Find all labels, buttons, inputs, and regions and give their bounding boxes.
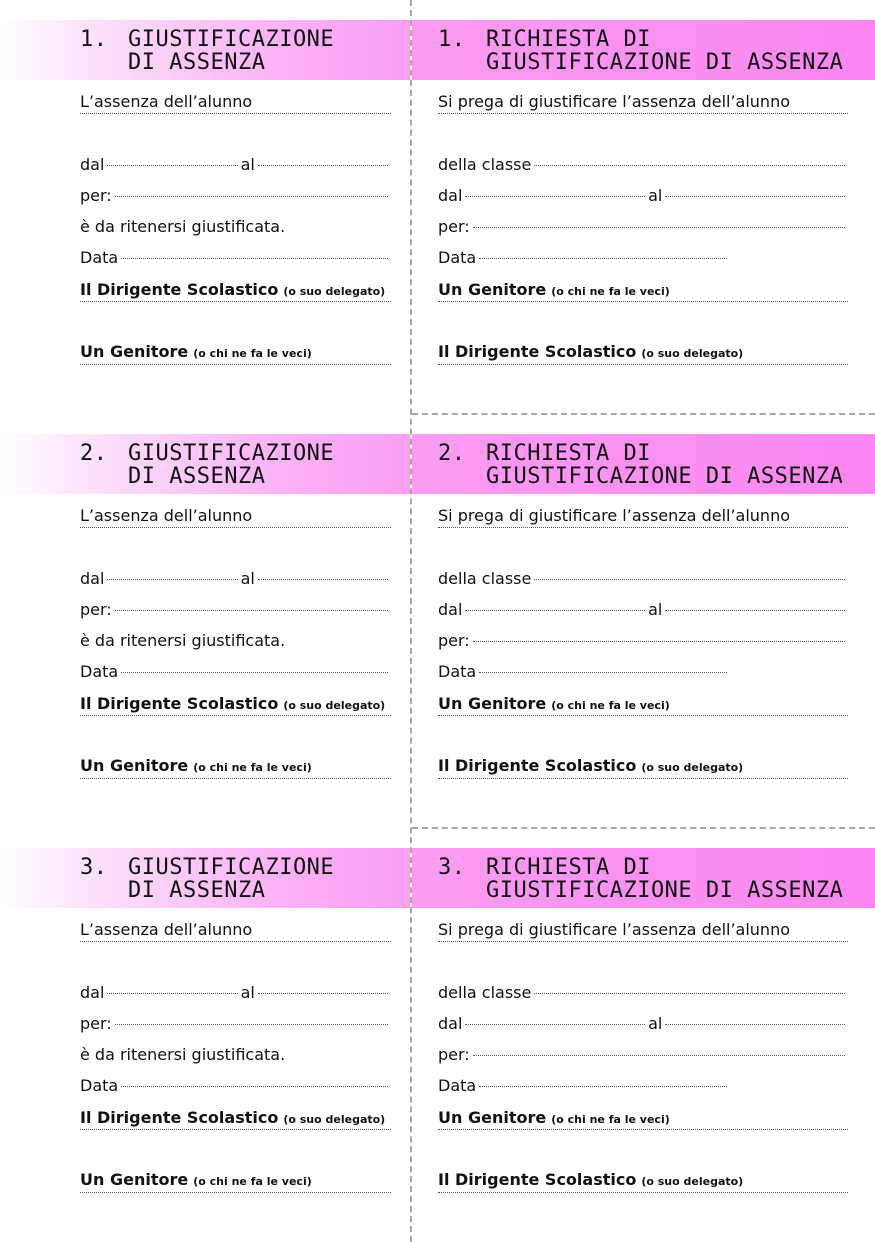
request-title bbox=[438, 856, 843, 902]
principal-note: (o suo delegato) bbox=[641, 1175, 744, 1189]
parent-signature-field[interactable] bbox=[438, 715, 848, 716]
stub-title-line1: GIUSTIFICAZIONE bbox=[128, 855, 335, 880]
principal-signature-field[interactable] bbox=[438, 778, 848, 779]
parent-label: Un Genitore bbox=[80, 756, 189, 776]
date-label: Data bbox=[438, 1076, 477, 1096]
principal-label: Il Dirigente Scolastico bbox=[438, 756, 637, 776]
to-label: al bbox=[648, 599, 663, 619]
request-title bbox=[438, 442, 843, 488]
principal-label: Il Dirigente Scolastico bbox=[80, 1107, 279, 1127]
date-field[interactable] bbox=[121, 1086, 388, 1087]
parent-signature-field[interactable] bbox=[80, 364, 391, 365]
request-fields bbox=[438, 914, 848, 1227]
to-date-field[interactable] bbox=[665, 610, 845, 611]
reason-field[interactable] bbox=[115, 196, 388, 197]
parent-label: Un Genitore bbox=[80, 342, 189, 362]
reason-label: per: bbox=[80, 1013, 112, 1033]
parent-note: (o chi ne fa le veci) bbox=[193, 347, 312, 361]
from-label: dal bbox=[438, 185, 463, 205]
stub-title-line1: GIUSTIFICAZIONE bbox=[128, 27, 335, 52]
stub-title-line2: DI ASSENZA bbox=[128, 50, 266, 75]
from-date-field[interactable] bbox=[107, 165, 237, 166]
absence-label: L’assenza dell’alunno bbox=[80, 506, 253, 525]
from-label: dal bbox=[80, 154, 105, 174]
to-label: al bbox=[240, 982, 255, 1002]
stub-title-line2: DI ASSENZA bbox=[128, 878, 266, 903]
parent-note: (o chi ne fa le veci) bbox=[193, 1175, 312, 1189]
class-field[interactable] bbox=[534, 993, 845, 994]
reason-field[interactable] bbox=[473, 227, 845, 228]
slip-number: 2. bbox=[80, 441, 108, 466]
stub-title-line1: GIUSTIFICAZIONE bbox=[128, 441, 335, 466]
date-field[interactable] bbox=[479, 672, 727, 673]
principal-label: Il Dirigente Scolastico bbox=[80, 693, 279, 713]
to-date-field[interactable] bbox=[258, 579, 388, 580]
request-text: Si prega di giustificare l’assenza dell’alunno bbox=[438, 92, 790, 111]
class-label: della classe bbox=[438, 154, 532, 174]
from-date-field[interactable] bbox=[465, 1024, 645, 1025]
parent-label: Un Genitore bbox=[80, 1170, 189, 1190]
stub-fields bbox=[80, 500, 391, 813]
justified-text: è da ritenersi giustificata. bbox=[80, 1045, 286, 1065]
parent-signature-field[interactable] bbox=[438, 301, 848, 302]
reason-field[interactable] bbox=[473, 641, 845, 642]
reason-label: per: bbox=[438, 1045, 470, 1065]
parent-label: Un Genitore bbox=[438, 693, 547, 713]
slip-number: 3. bbox=[438, 855, 466, 880]
date-field[interactable] bbox=[479, 258, 727, 259]
from-label: dal bbox=[438, 599, 463, 619]
principal-signature-field[interactable] bbox=[80, 1129, 391, 1130]
date-field[interactable] bbox=[479, 1086, 727, 1087]
principal-label: Il Dirigente Scolastico bbox=[438, 1170, 637, 1190]
from-date-field[interactable] bbox=[465, 196, 645, 197]
slip-number: 3. bbox=[80, 855, 108, 880]
principal-signature-field[interactable] bbox=[438, 364, 848, 365]
reason-label: per: bbox=[80, 185, 112, 205]
request-title bbox=[438, 28, 843, 74]
absence-slip-2 bbox=[0, 414, 875, 828]
parent-signature-field[interactable] bbox=[438, 1129, 848, 1130]
to-label: al bbox=[240, 154, 255, 174]
date-label: Data bbox=[438, 662, 477, 682]
request-title-line2: GIUSTIFICAZIONE DI ASSENZA bbox=[486, 464, 844, 489]
stub-title bbox=[80, 442, 334, 488]
student-name-field[interactable] bbox=[438, 113, 848, 114]
stub-title bbox=[80, 856, 334, 902]
class-label: della classe bbox=[438, 982, 532, 1002]
from-label: dal bbox=[438, 1013, 463, 1033]
date-label: Data bbox=[438, 248, 477, 268]
reason-field[interactable] bbox=[115, 1024, 388, 1025]
reason-label: per: bbox=[438, 631, 470, 651]
parent-signature-field[interactable] bbox=[80, 778, 391, 779]
principal-signature-field[interactable] bbox=[80, 301, 391, 302]
parent-label: Un Genitore bbox=[438, 279, 547, 299]
request-title-line1: RICHIESTA DI bbox=[486, 27, 651, 52]
slip-number: 1. bbox=[438, 27, 466, 52]
stub-header bbox=[0, 434, 410, 494]
date-field[interactable] bbox=[121, 258, 388, 259]
from-date-field[interactable] bbox=[107, 993, 237, 994]
principal-note: (o suo delegato) bbox=[283, 1112, 386, 1126]
request-fields bbox=[438, 86, 848, 399]
request-text: Si prega di giustificare l’assenza dell’alunno bbox=[438, 506, 790, 525]
absence-slip-3 bbox=[0, 828, 875, 1242]
student-name-field[interactable] bbox=[80, 113, 391, 114]
to-date-field[interactable] bbox=[258, 165, 388, 166]
justified-text: è da ritenersi giustificata. bbox=[80, 631, 286, 651]
principal-note: (o suo delegato) bbox=[283, 698, 386, 712]
principal-note: (o suo delegato) bbox=[641, 347, 744, 361]
request-header bbox=[412, 20, 875, 80]
principal-note: (o suo delegato) bbox=[283, 284, 386, 298]
student-name-field[interactable] bbox=[438, 941, 848, 942]
to-date-field[interactable] bbox=[665, 1024, 845, 1025]
request-title-line2: GIUSTIFICAZIONE DI ASSENZA bbox=[486, 878, 844, 903]
reason-field[interactable] bbox=[473, 1055, 845, 1056]
from-label: dal bbox=[80, 982, 105, 1002]
absence-label: L’assenza dell’alunno bbox=[80, 920, 253, 939]
date-label: Data bbox=[80, 662, 119, 682]
from-date-field[interactable] bbox=[107, 579, 237, 580]
to-label: al bbox=[240, 568, 255, 588]
principal-note: (o suo delegato) bbox=[641, 761, 744, 775]
stub-fields bbox=[80, 86, 391, 399]
reason-label: per: bbox=[438, 217, 470, 237]
principal-label: Il Dirigente Scolastico bbox=[438, 342, 637, 362]
student-name-field[interactable] bbox=[80, 527, 391, 528]
date-label: Data bbox=[80, 248, 119, 268]
from-label: dal bbox=[80, 568, 105, 588]
stub-title bbox=[80, 28, 334, 74]
parent-note: (o chi ne fa le veci) bbox=[551, 1112, 670, 1126]
date-label: Data bbox=[80, 1076, 119, 1096]
absence-slip-1 bbox=[0, 0, 875, 414]
parent-signature-field[interactable] bbox=[80, 1192, 391, 1193]
principal-label: Il Dirigente Scolastico bbox=[80, 279, 279, 299]
request-header bbox=[412, 434, 875, 494]
to-label: al bbox=[648, 185, 663, 205]
principal-signature-field[interactable] bbox=[438, 1192, 848, 1193]
request-title-line2: GIUSTIFICAZIONE DI ASSENZA bbox=[486, 50, 844, 75]
request-header bbox=[412, 848, 875, 908]
from-date-field[interactable] bbox=[465, 610, 645, 611]
reason-field[interactable] bbox=[115, 610, 388, 611]
stub-header bbox=[0, 848, 410, 908]
to-date-field[interactable] bbox=[665, 196, 845, 197]
parent-note: (o chi ne fa le veci) bbox=[551, 284, 670, 298]
student-name-field[interactable] bbox=[438, 527, 848, 528]
class-label: della classe bbox=[438, 568, 532, 588]
slip-number: 1. bbox=[80, 27, 108, 52]
principal-signature-field[interactable] bbox=[80, 715, 391, 716]
parent-note: (o chi ne fa le veci) bbox=[551, 698, 670, 712]
slip-number: 2. bbox=[438, 441, 466, 466]
to-date-field[interactable] bbox=[258, 993, 388, 994]
justified-text: è da ritenersi giustificata. bbox=[80, 217, 286, 237]
to-label: al bbox=[648, 1013, 663, 1033]
class-field[interactable] bbox=[534, 165, 845, 166]
request-title-line1: RICHIESTA DI bbox=[486, 855, 651, 880]
request-fields bbox=[438, 500, 848, 813]
request-title-line1: RICHIESTA DI bbox=[486, 441, 651, 466]
parent-label: Un Genitore bbox=[438, 1107, 547, 1127]
stub-header bbox=[0, 20, 410, 80]
student-name-field[interactable] bbox=[80, 941, 391, 942]
stub-title-line2: DI ASSENZA bbox=[128, 464, 266, 489]
reason-label: per: bbox=[80, 599, 112, 619]
absence-label: L’assenza dell’alunno bbox=[80, 92, 253, 111]
stub-fields bbox=[80, 914, 391, 1227]
class-field[interactable] bbox=[534, 579, 845, 580]
request-text: Si prega di giustificare l’assenza dell’alunno bbox=[438, 920, 790, 939]
date-field[interactable] bbox=[121, 672, 388, 673]
parent-note: (o chi ne fa le veci) bbox=[193, 761, 312, 775]
